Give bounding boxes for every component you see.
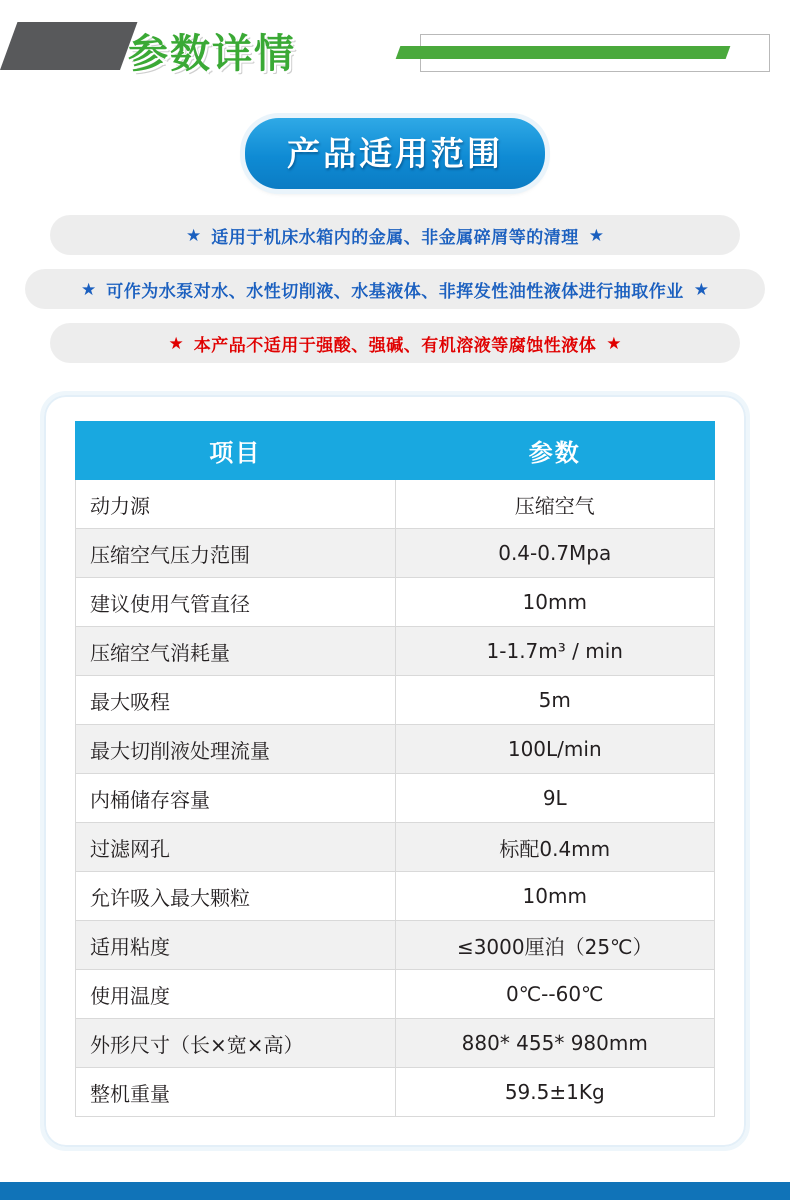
table-cell-item: 整机重量 xyxy=(76,1068,396,1117)
spec-table-body xyxy=(76,480,715,1117)
star-icon: ★ xyxy=(168,333,184,353)
table-cell-item: 内桶储存容量 xyxy=(76,774,396,823)
bullet-text: 适用于机床水箱内的金属、非金属碎屑等的清理 xyxy=(211,227,579,248)
footer-bar xyxy=(0,1182,790,1200)
table-cell-item: 压缩空气压力范围 xyxy=(76,529,396,578)
section-title-wrap xyxy=(0,118,790,189)
table-cell-item: 建议使用气管直径 xyxy=(76,578,396,627)
table-header-row xyxy=(76,422,715,480)
table-cell-item: 使用温度 xyxy=(76,970,396,1019)
table-cell-item: 动力源 xyxy=(76,480,396,529)
star-icon: ★ xyxy=(693,279,709,299)
star-icon: ★ xyxy=(606,333,622,353)
table-row xyxy=(76,872,715,921)
table-row xyxy=(76,480,715,529)
bullet-list xyxy=(25,215,765,363)
table-cell-item: 外形尺寸（长×宽×高） xyxy=(76,1019,396,1068)
table-row xyxy=(76,725,715,774)
list-item xyxy=(25,269,765,309)
page-title: 参数详情 xyxy=(128,31,296,77)
table-cell-value: 0.4-0.7Mpa xyxy=(395,529,715,578)
table-row xyxy=(76,578,715,627)
table-cell-value: 880* 455* 980mm xyxy=(395,1019,715,1068)
table-row xyxy=(76,676,715,725)
table-row xyxy=(76,921,715,970)
table-cell-value: 10mm xyxy=(395,578,715,627)
page-header xyxy=(0,0,790,88)
header-green-bar-decoration xyxy=(396,46,731,59)
table-cell-value: 0℃--60℃ xyxy=(395,970,715,1019)
table-row xyxy=(76,774,715,823)
table-cell-value: ≤3000厘泊（25℃） xyxy=(395,921,715,970)
spec-table-card xyxy=(40,391,750,1151)
table-cell-value: 10mm xyxy=(395,872,715,921)
list-item xyxy=(50,215,740,255)
star-icon: ★ xyxy=(186,225,202,245)
table-header-item: 项目 xyxy=(76,422,396,480)
star-icon: ★ xyxy=(588,225,604,245)
table-row xyxy=(76,529,715,578)
table-cell-value: 59.5±1Kg xyxy=(395,1068,715,1117)
bullet-text: 本产品不适用于强酸、强碱、有机溶液等腐蚀性液体 xyxy=(193,335,597,356)
list-item xyxy=(50,323,740,363)
table-cell-item: 允许吸入最大颗粒 xyxy=(76,872,396,921)
table-cell-value: 5m xyxy=(395,676,715,725)
table-cell-item: 压缩空气消耗量 xyxy=(76,627,396,676)
spec-table xyxy=(75,421,715,1117)
table-row xyxy=(76,970,715,1019)
table-row xyxy=(76,823,715,872)
bullet-text: 可作为水泵对水、水性切削液、水基液体、非挥发性油性液体进行抽取作业 xyxy=(106,281,684,302)
star-icon: ★ xyxy=(81,279,97,299)
header-slab-decoration xyxy=(0,22,137,70)
table-cell-item: 适用粘度 xyxy=(76,921,396,970)
table-cell-item: 过滤网孔 xyxy=(76,823,396,872)
table-cell-value: 标配0.4mm xyxy=(395,823,715,872)
table-cell-value: 9L xyxy=(395,774,715,823)
table-header-value: 参数 xyxy=(395,422,715,480)
table-cell-value: 100L/min xyxy=(395,725,715,774)
table-cell-item: 最大吸程 xyxy=(76,676,396,725)
table-row xyxy=(76,1019,715,1068)
table-cell-item: 最大切削液处理流量 xyxy=(76,725,396,774)
table-cell-value: 1-1.7m³ / min xyxy=(395,627,715,676)
section-title-text: 产品适用范围 xyxy=(287,134,503,173)
table-row xyxy=(76,1068,715,1117)
table-row xyxy=(76,627,715,676)
table-cell-value: 压缩空气 xyxy=(395,480,715,529)
section-title-pill xyxy=(245,118,545,189)
